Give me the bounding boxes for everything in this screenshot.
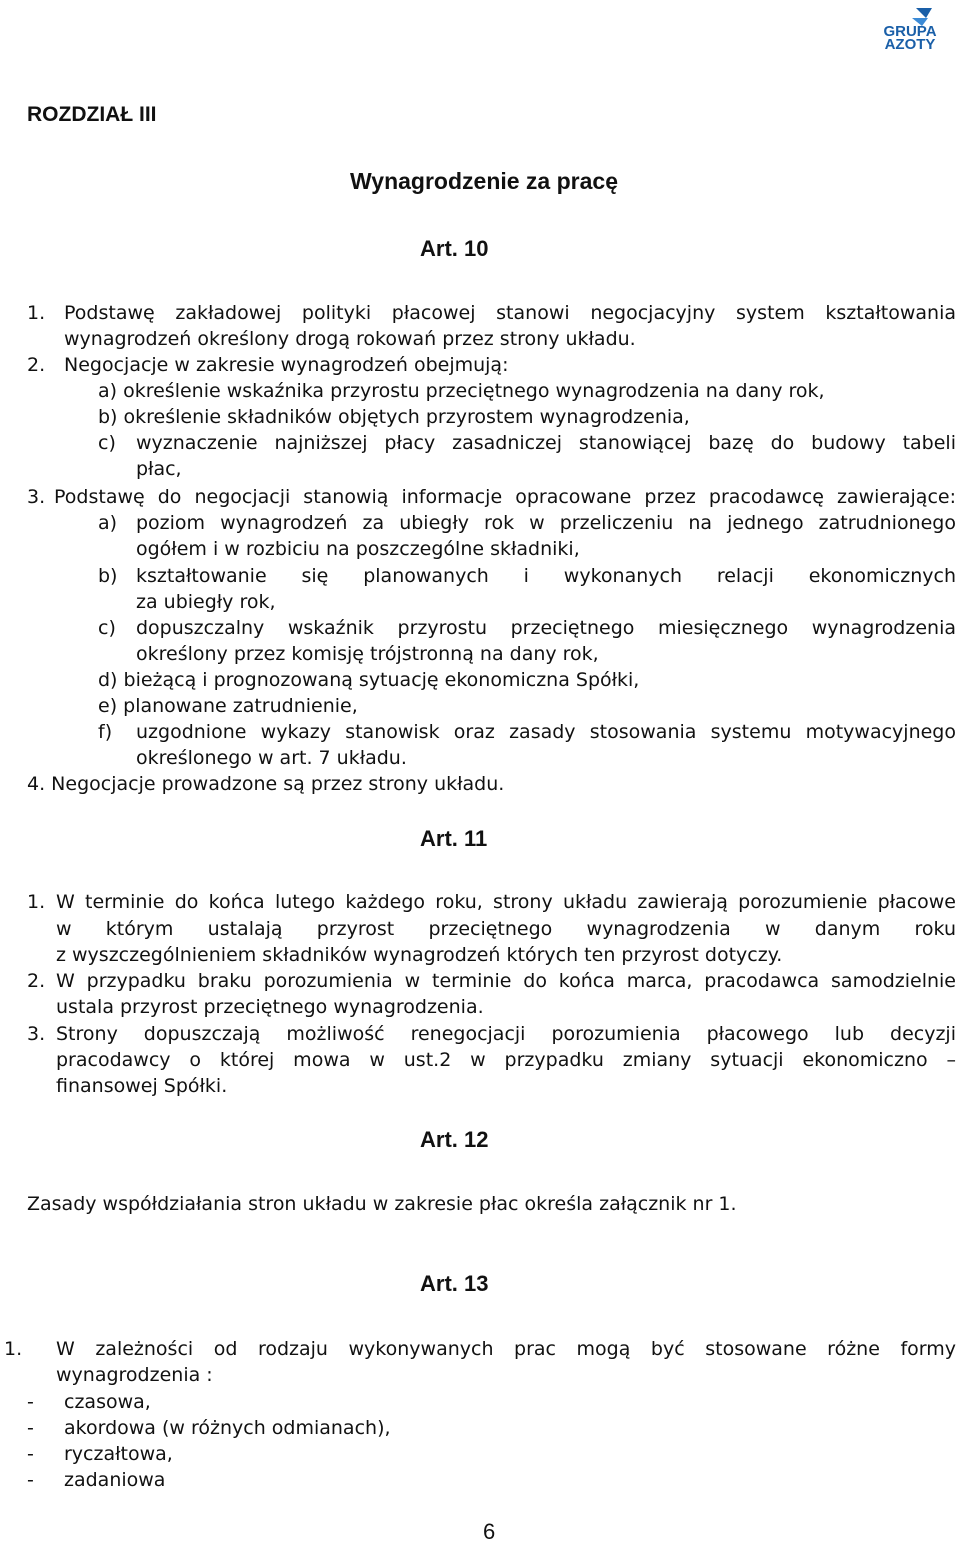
art-10-p3-item-f-line2: określonego w art. 7 układu.	[136, 747, 407, 769]
section-title: Wynagrodzenie za pracę	[350, 168, 618, 194]
art-12-text: Zasady współdziałania stron układu w zakresie płac określa załącznik nr 1.	[27, 1193, 737, 1215]
art-10-p1-number: 1.	[27, 302, 46, 324]
art-10-p2-item-c-line1: wyznaczenie najniższej płacy zasadniczej stanowiącej bazę do budowy tabeli	[136, 432, 956, 454]
art-11-p3-line3: finansowej Spółki.	[56, 1075, 228, 1097]
art-13-p1-line2: wynagrodzenia :	[56, 1364, 213, 1386]
art-11-p1-line3: z wyszczególnieniem składników wynagrodzeń których ten przyrost dotyczy.	[56, 944, 783, 966]
art-10-p3-item-c-line2: określony przez komisję trójstronną na dany rok,	[136, 643, 599, 665]
art-11-p1-line1: W terminie do końca lutego każdego roku, strony układu zawierają porozumienie płacowe	[56, 891, 956, 913]
art-10-p2-item-b: b) określenie składników objętych przyrostem wynagrodzenia,	[98, 406, 690, 428]
list-dash: -	[27, 1417, 34, 1439]
art-10-p2-item-c-line2: płac,	[136, 458, 182, 480]
art-10-p3-item-a-line1: poziom wynagrodzeń za ubiegły rok w przeliczeniu na jednego zatrudnionego	[136, 512, 956, 534]
art-10-p3-item-b-line1: kształtowanie się planowanych i wykonanych relacji ekonomicznych	[136, 565, 956, 587]
art-13-p1-number: 1.	[4, 1338, 23, 1360]
list-dash: -	[27, 1469, 34, 1491]
art-10-p3-item-f-label: f)	[98, 721, 113, 743]
art-10-p3-item-b-label: b)	[98, 565, 118, 587]
art-10-p2-line1: Negocjacje w zakresie wynagrodzeń obejmują:	[64, 354, 509, 376]
list-dash: -	[27, 1391, 34, 1413]
art-11-p2-line1: W przypadku braku porozumienia w terminie do końca marca, pracodawca samodzielnie	[56, 970, 956, 992]
art-13-p1-line1: W zależności od rodzaju wykonywanych prac mogą być stosowane różne formy	[56, 1338, 956, 1360]
list-item: czasowa,	[64, 1391, 151, 1413]
art-10-p3-item-e: e) planowane zatrudnienie,	[98, 695, 358, 717]
grupa-azoty-logo	[872, 6, 948, 50]
art-10-p3-item-a-line2: ogółem i w rozbiciu na poszczególne składniki,	[136, 538, 580, 560]
logo-line-2: AZOTY	[884, 36, 936, 50]
art-11-p3-line2: pracodawcy o której mowa w ust.2 w przypadku zmiany sytuacji ekonomiczno –	[56, 1049, 956, 1071]
logo-graphic	[872, 6, 948, 50]
art-10-p1-line2: wynagrodzeń określony drogą rokowań przez strony układu.	[64, 328, 636, 350]
art-10-p1-line1: Podstawę zakładowej polityki płacowej stanowi negocjacyjny system kształtowania	[64, 302, 956, 324]
art-10-p3-number: 3.	[27, 486, 46, 508]
art-10-heading: Art. 10	[420, 236, 489, 261]
art-11-p2-number: 2.	[27, 970, 46, 992]
art-10-p2-item-c-label: c)	[98, 432, 116, 454]
list-item: akordowa (w różnych odmianach),	[64, 1417, 391, 1439]
art-11-p1-number: 1.	[27, 891, 46, 913]
page-number: 6	[483, 1519, 496, 1544]
art-10-p3-item-a-label: a)	[98, 512, 118, 534]
art-10-p3-item-d: d) bieżącą i prognozowaną sytuację ekonomiczna Spółki,	[98, 669, 640, 691]
list-dash: -	[27, 1443, 34, 1465]
art-10-p2-item-a: a) określenie wskaźnika przyrostu przeciętnego wynagrodzenia na dany rok,	[98, 380, 825, 402]
list-item: zadaniowa	[64, 1469, 166, 1491]
art-11-p1-line2: w którym ustalają przyrost przeciętnego wynagrodzenia w danym roku	[56, 918, 956, 940]
art-11-p3-number: 3.	[27, 1023, 46, 1045]
logo-line-1: GRUPA	[883, 23, 937, 40]
list-item: ryczałtowa,	[64, 1443, 173, 1465]
art-11-p3-line1: Strony dopuszczają możliwość renegocjacji porozumienia płacowego lub decyzji	[56, 1023, 956, 1045]
art-11-p2-line2: ustala przyrost przeciętnego wynagrodzenia.	[56, 996, 484, 1018]
art-11-heading: Art. 11	[420, 826, 488, 851]
art-10-p3-item-c-line1: dopuszczalny wskaźnik przyrostu przeciętnego miesięcznego wynagrodzenia	[136, 617, 956, 639]
art-10-p3-line1: Podstawę do negocjacji stanowią informacje opracowane przez pracodawcę zawierające:	[54, 486, 956, 508]
art-13-heading: Art. 13	[420, 1271, 489, 1296]
art-10-p3-item-f-line1: uzgodnione wykazy stanowisk oraz zasady stosowania systemu motywacyjnego	[136, 721, 956, 743]
art-12-heading: Art. 12	[420, 1127, 489, 1152]
art-10-p2-number: 2.	[27, 354, 46, 376]
art-10-p4: 4. Negocjacje prowadzone są przez strony układu.	[27, 773, 505, 795]
chapter-heading: ROZDZIAŁ III	[27, 103, 157, 126]
art-10-p3-item-b-line2: za ubiegły rok,	[136, 591, 276, 613]
art-10-p3-item-c-label: c)	[98, 617, 116, 639]
